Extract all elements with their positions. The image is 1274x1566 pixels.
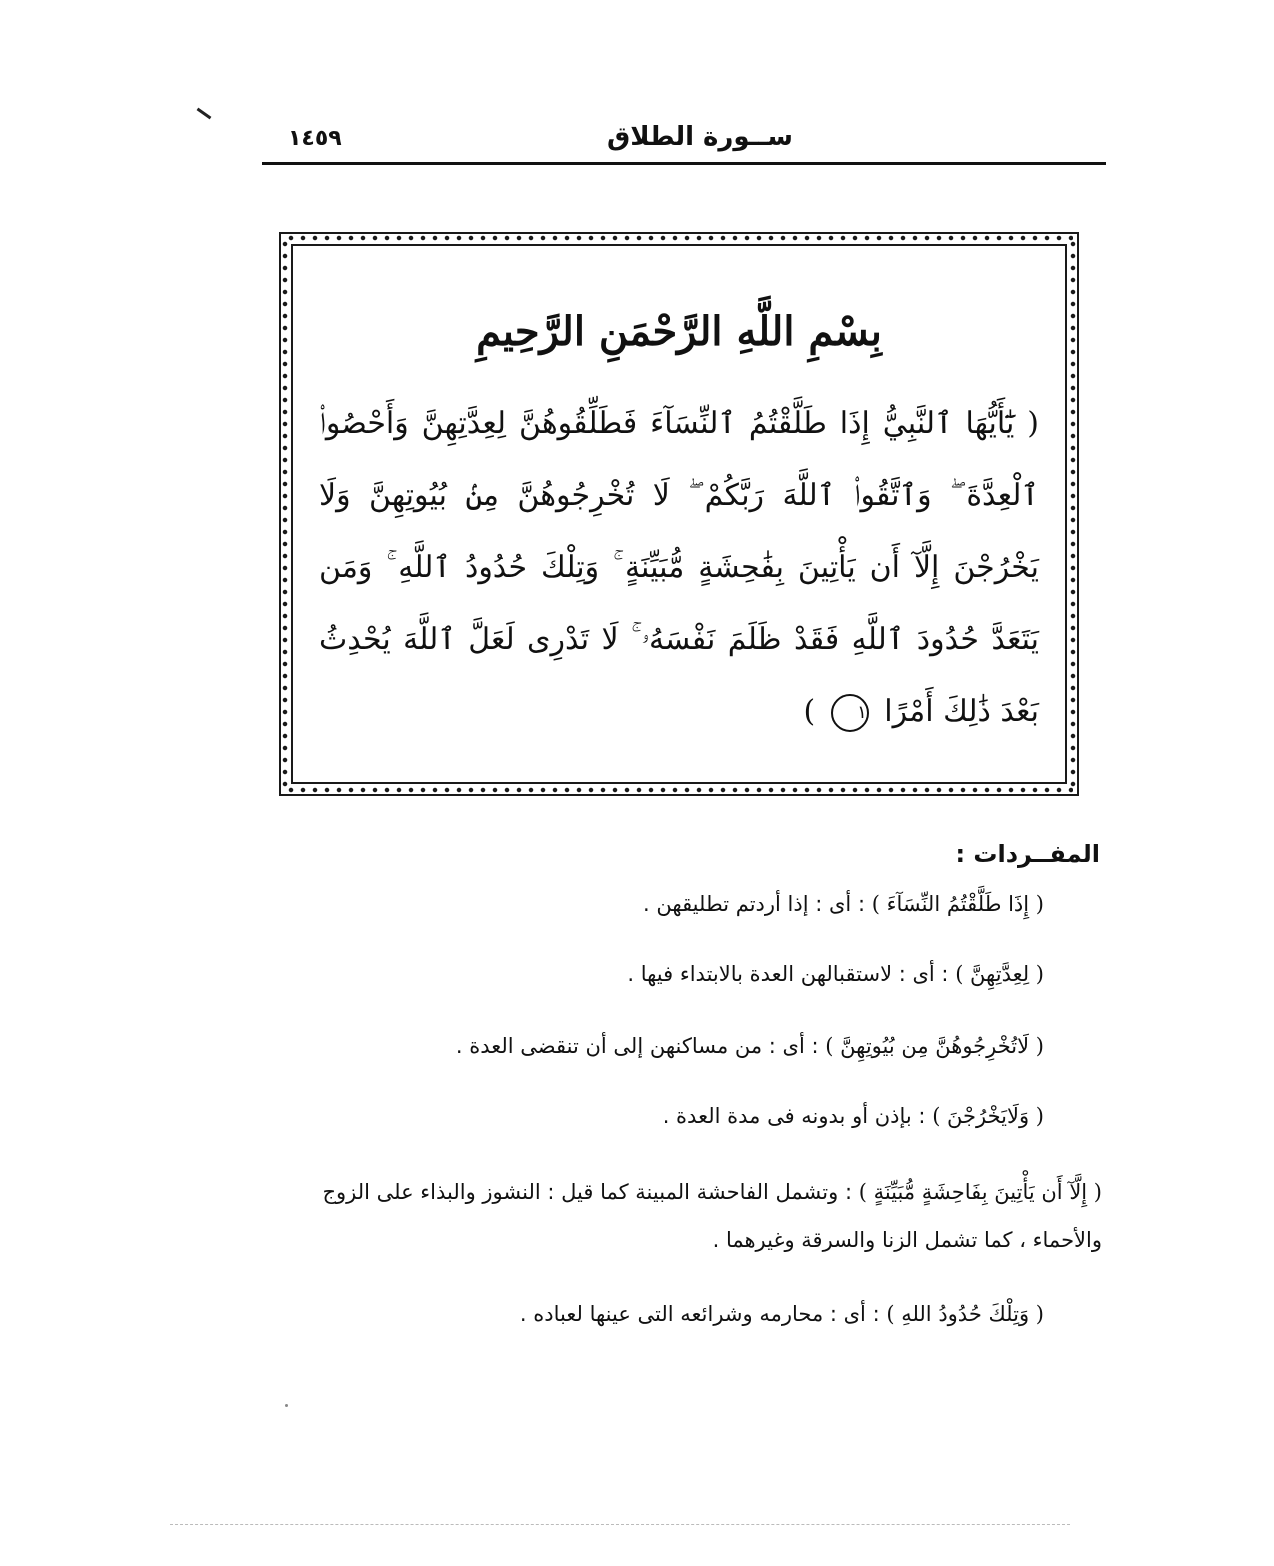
vocabulary-term: ( إِلَّآ أَن يَأْتِينَ بِفَاحِشَةٍ مُّبَيِّنَةٍ ) bbox=[858, 1180, 1102, 1204]
vocabulary-meaning: : أى : إذا أردتم تطليقهن . bbox=[643, 892, 866, 916]
vocabulary-entry bbox=[456, 1034, 1044, 1058]
vocabulary-term: ( لِعِدَّتِهِنَّ ) bbox=[955, 962, 1044, 986]
page-number: ١٤٥٩ bbox=[288, 126, 342, 151]
verse-text bbox=[319, 388, 1039, 748]
vocabulary-meaning: : أى : من مساكنهن إلى أن تنقضى العدة . bbox=[455, 1034, 819, 1058]
corner-mark bbox=[197, 108, 212, 120]
vocabulary-term: ( لَاتُخْرِجُوهُنَّ مِن بُيُوتِهِنَّ ) bbox=[825, 1034, 1044, 1058]
vocabulary-meaning: : وتشمل الفاحشة المبينة كما قيل : النشوز والبذاء على الزوج والأحماء ، كما تشمل الزنا والسرقة وغيرهما . bbox=[322, 1180, 1102, 1252]
frame-ornament-top bbox=[285, 234, 1073, 242]
verse-close-paren: ) bbox=[803, 694, 816, 729]
page-header bbox=[262, 118, 1106, 162]
stray-mark bbox=[285, 1404, 288, 1407]
vocabulary-entry bbox=[627, 962, 1044, 986]
vocabulary-term: ( إِذَا طَلَّقْتُمُ النِّسَآءَ ) bbox=[871, 892, 1044, 916]
verse-body: يَٰٓأَيُّهَا ٱلنَّبِيُّ إِذَا طَلَّقْتُمُ ٱلنِّسَآءَ فَطَلِّقُوهُنَّ لِعِدَّتِهِنَّ وَأَحْصُوا۟ ٱلْعِدَّةَ ۖ وَٱتَّقُوا۟ ٱللَّهَ رَبَّكُمْ ۖ لَا تُخْرِجُوهُنَّ مِنۢ بُيُوتِهِنَّ وَلَا يَخْرُجْنَ إِلَّآ أَن يَأْتِينَ بِفَٰحِشَةٍ مُّبَيِّنَةٍ ۚ وَتِلْكَ حُدُودُ ٱللَّهِ ۚ وَمَن يَتَعَدَّ حُدُودَ ٱللَّهِ فَقَدْ ظَلَمَ نَفْسَهُۥ ۚ لَا تَدْرِى لَعَلَّ ٱللَّهَ يُحْدِثُ بَعْدَ ذَٰلِكَ أَمْرًا bbox=[319, 406, 1039, 729]
ayah-number-marker: ١ bbox=[831, 694, 869, 732]
footer-rule bbox=[170, 1524, 1070, 1525]
vocabulary-meaning: : أى : لاستقبالهن العدة بالابتداء فيها . bbox=[627, 962, 949, 986]
vocabulary-meaning: : بإذن أو بدونه فى مدة العدة . bbox=[662, 1104, 926, 1128]
vocabulary-term: ( وَلَايَخْرُجْنَ ) bbox=[932, 1104, 1044, 1128]
vocabulary-entry bbox=[663, 1104, 1044, 1128]
vocabulary-term: ( وَتِلْكَ حُدُودُ اللهِ ) bbox=[886, 1302, 1044, 1326]
vocabulary-entry bbox=[262, 1168, 1102, 1264]
vocabulary-meaning: : أى : محارمه وشرائعه التى عينها لعباده . bbox=[519, 1302, 880, 1326]
vocabulary-heading: المفــردات : bbox=[955, 840, 1100, 868]
vocabulary-entry bbox=[520, 1302, 1044, 1326]
verse-open-paren: ( bbox=[1027, 406, 1039, 441]
surah-title: ســورة الطلاق bbox=[607, 122, 793, 152]
frame-ornament-bottom bbox=[285, 786, 1073, 794]
verse-frame bbox=[279, 232, 1079, 796]
header-rule bbox=[262, 162, 1106, 165]
vocabulary-entry bbox=[643, 892, 1044, 916]
basmala: بِسْمِ اللَّهِ الرَّحْمَنِ الرَّحِيمِ bbox=[476, 308, 882, 355]
